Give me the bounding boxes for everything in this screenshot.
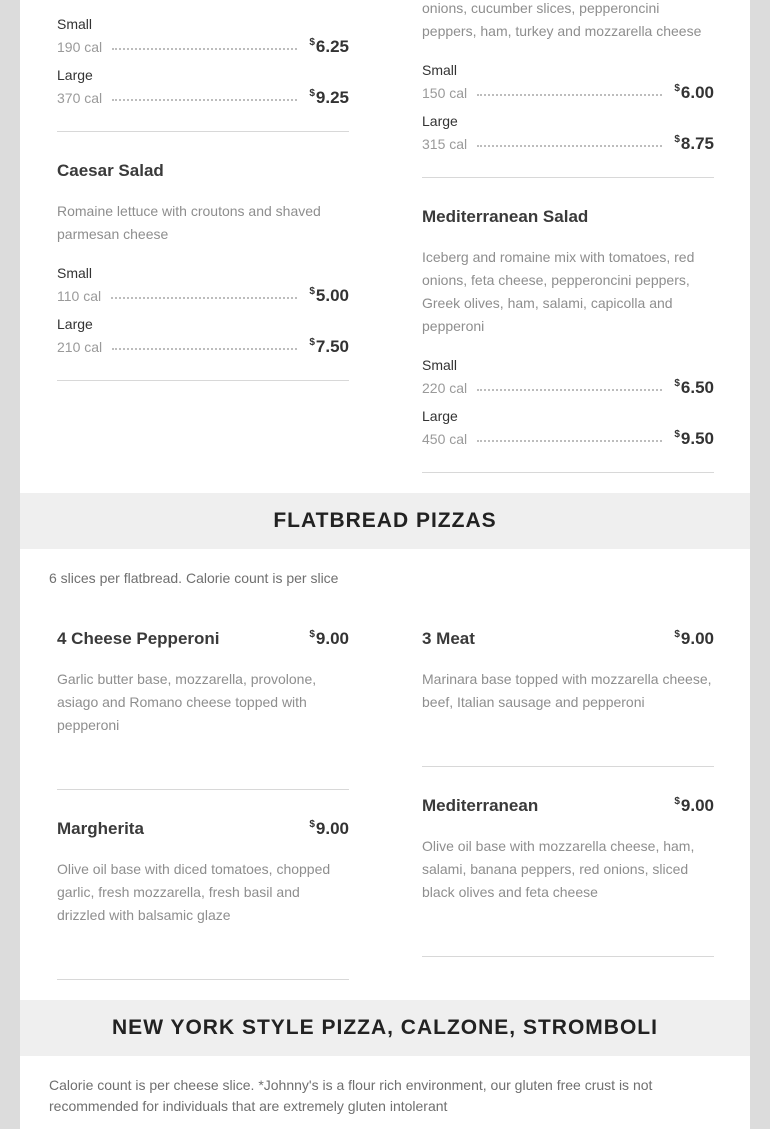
menu-page <box>20 0 750 1129</box>
dot-leader <box>112 348 297 350</box>
large-size-row <box>57 337 349 357</box>
item-title: 4 Cheese Pepperoni <box>57 629 220 648</box>
dot-leader <box>112 48 297 50</box>
currency-symbol: $ <box>309 37 315 48</box>
divider <box>57 789 349 790</box>
item-description: Olive oil base with diced tomatoes, chopped garlic, fresh mozzarella, fresh basil and drizzled with balsamic glaze <box>57 861 331 923</box>
size-label-large: Large <box>57 67 93 83</box>
price: $9.00 <box>309 629 349 648</box>
price: $6.25 <box>309 37 349 56</box>
dot-leader <box>112 99 297 101</box>
divider <box>57 979 349 980</box>
item-title: Caesar Salad <box>57 161 164 180</box>
price: $9.50 <box>674 429 714 448</box>
item-title: Margherita <box>57 819 144 838</box>
currency-symbol: $ <box>674 134 680 145</box>
price: $9.00 <box>309 819 349 838</box>
item-description: Garlic butter base, mozzarella, provolone, asiago and Romano cheese topped with pepperoni <box>57 671 317 733</box>
dot-leader <box>477 145 662 147</box>
small-size-row <box>57 286 349 306</box>
calorie-count: 190 cal <box>57 39 103 55</box>
calorie-count: 370 cal <box>57 90 103 106</box>
item-description: Olive oil base with mozzarella cheese, ham, salami, banana peppers, red onions, sliced black olives and feta cheese <box>422 838 695 900</box>
calorie-count: 150 cal <box>422 85 468 101</box>
currency-symbol: $ <box>309 337 315 348</box>
size-label-large: Large <box>422 408 458 424</box>
price: $5.00 <box>309 286 349 305</box>
divider <box>422 766 714 767</box>
large-size-row <box>57 88 349 108</box>
price: $9.00 <box>674 629 714 648</box>
size-label-small: Small <box>57 265 93 281</box>
price: $7.50 <box>309 337 349 356</box>
currency-symbol: $ <box>674 796 680 807</box>
calorie-count: 315 cal <box>422 136 468 152</box>
price: $8.75 <box>674 134 714 153</box>
divider <box>57 131 349 132</box>
small-size-row <box>422 83 714 103</box>
currency-symbol: $ <box>674 378 680 389</box>
item-description: Romaine lettuce with croutons and shaved parmesan cheese <box>57 203 321 242</box>
size-label-large: Large <box>422 113 458 129</box>
price: $9.00 <box>674 796 714 815</box>
currency-symbol: $ <box>309 286 315 297</box>
divider <box>422 177 714 178</box>
currency-symbol: $ <box>674 83 680 94</box>
dot-leader <box>477 389 662 391</box>
calorie-count: 210 cal <box>57 339 103 355</box>
item-title: Mediterranean Salad <box>422 207 589 226</box>
size-label-small: Small <box>57 16 93 32</box>
item-title: Mediterranean <box>422 796 539 815</box>
divider <box>422 956 714 957</box>
section-heading-flatbread: FLATBREAD PIZZAS <box>20 493 750 549</box>
calorie-count: 220 cal <box>422 380 468 396</box>
divider <box>422 472 714 473</box>
calorie-count: 450 cal <box>422 431 468 447</box>
currency-symbol: $ <box>309 819 315 830</box>
section-heading-ny-style: NEW YORK STYLE PIZZA, CALZONE, STROMBOLI <box>20 1000 750 1056</box>
price: $6.00 <box>674 83 714 102</box>
size-label-small: Small <box>422 357 458 373</box>
currency-symbol: $ <box>674 429 680 440</box>
currency-symbol: $ <box>309 629 315 640</box>
price: $6.50 <box>674 378 714 397</box>
calorie-count: 110 cal <box>57 288 102 304</box>
dot-leader <box>111 297 297 299</box>
dot-leader <box>477 94 662 96</box>
item-description: onions, cucumber slices, pepperoncini peppers, ham, turkey and mozzarella cheese <box>422 0 702 39</box>
price: $9.25 <box>309 88 349 107</box>
small-size-row <box>57 37 349 57</box>
item-description: Iceberg and romaine mix with tomatoes, red onions, feta cheese, pepperoncini peppers, Greek olives, ham, salami, capicolla and pepperoni <box>422 249 695 334</box>
size-label-small: Small <box>422 62 458 78</box>
item-description: Marinara base topped with mozzarella cheese, beef, Italian sausage and pepperoni <box>422 671 712 710</box>
size-label-large: Large <box>57 316 93 332</box>
dot-leader <box>477 440 662 442</box>
divider <box>57 380 349 381</box>
item-title: 3 Meat <box>422 629 475 648</box>
small-size-row <box>422 378 714 398</box>
large-size-row <box>422 429 714 449</box>
section-note: 6 slices per flatbread. Calorie count is per slice <box>49 570 339 586</box>
currency-symbol: $ <box>309 88 315 99</box>
large-size-row <box>422 134 714 154</box>
currency-symbol: $ <box>674 629 680 640</box>
section-note: Calorie count is per cheese slice. *Johnny's is a flour rich environment, our gluten free crust is not recommended for individuals that are extremely gluten intolerant <box>49 1077 653 1114</box>
